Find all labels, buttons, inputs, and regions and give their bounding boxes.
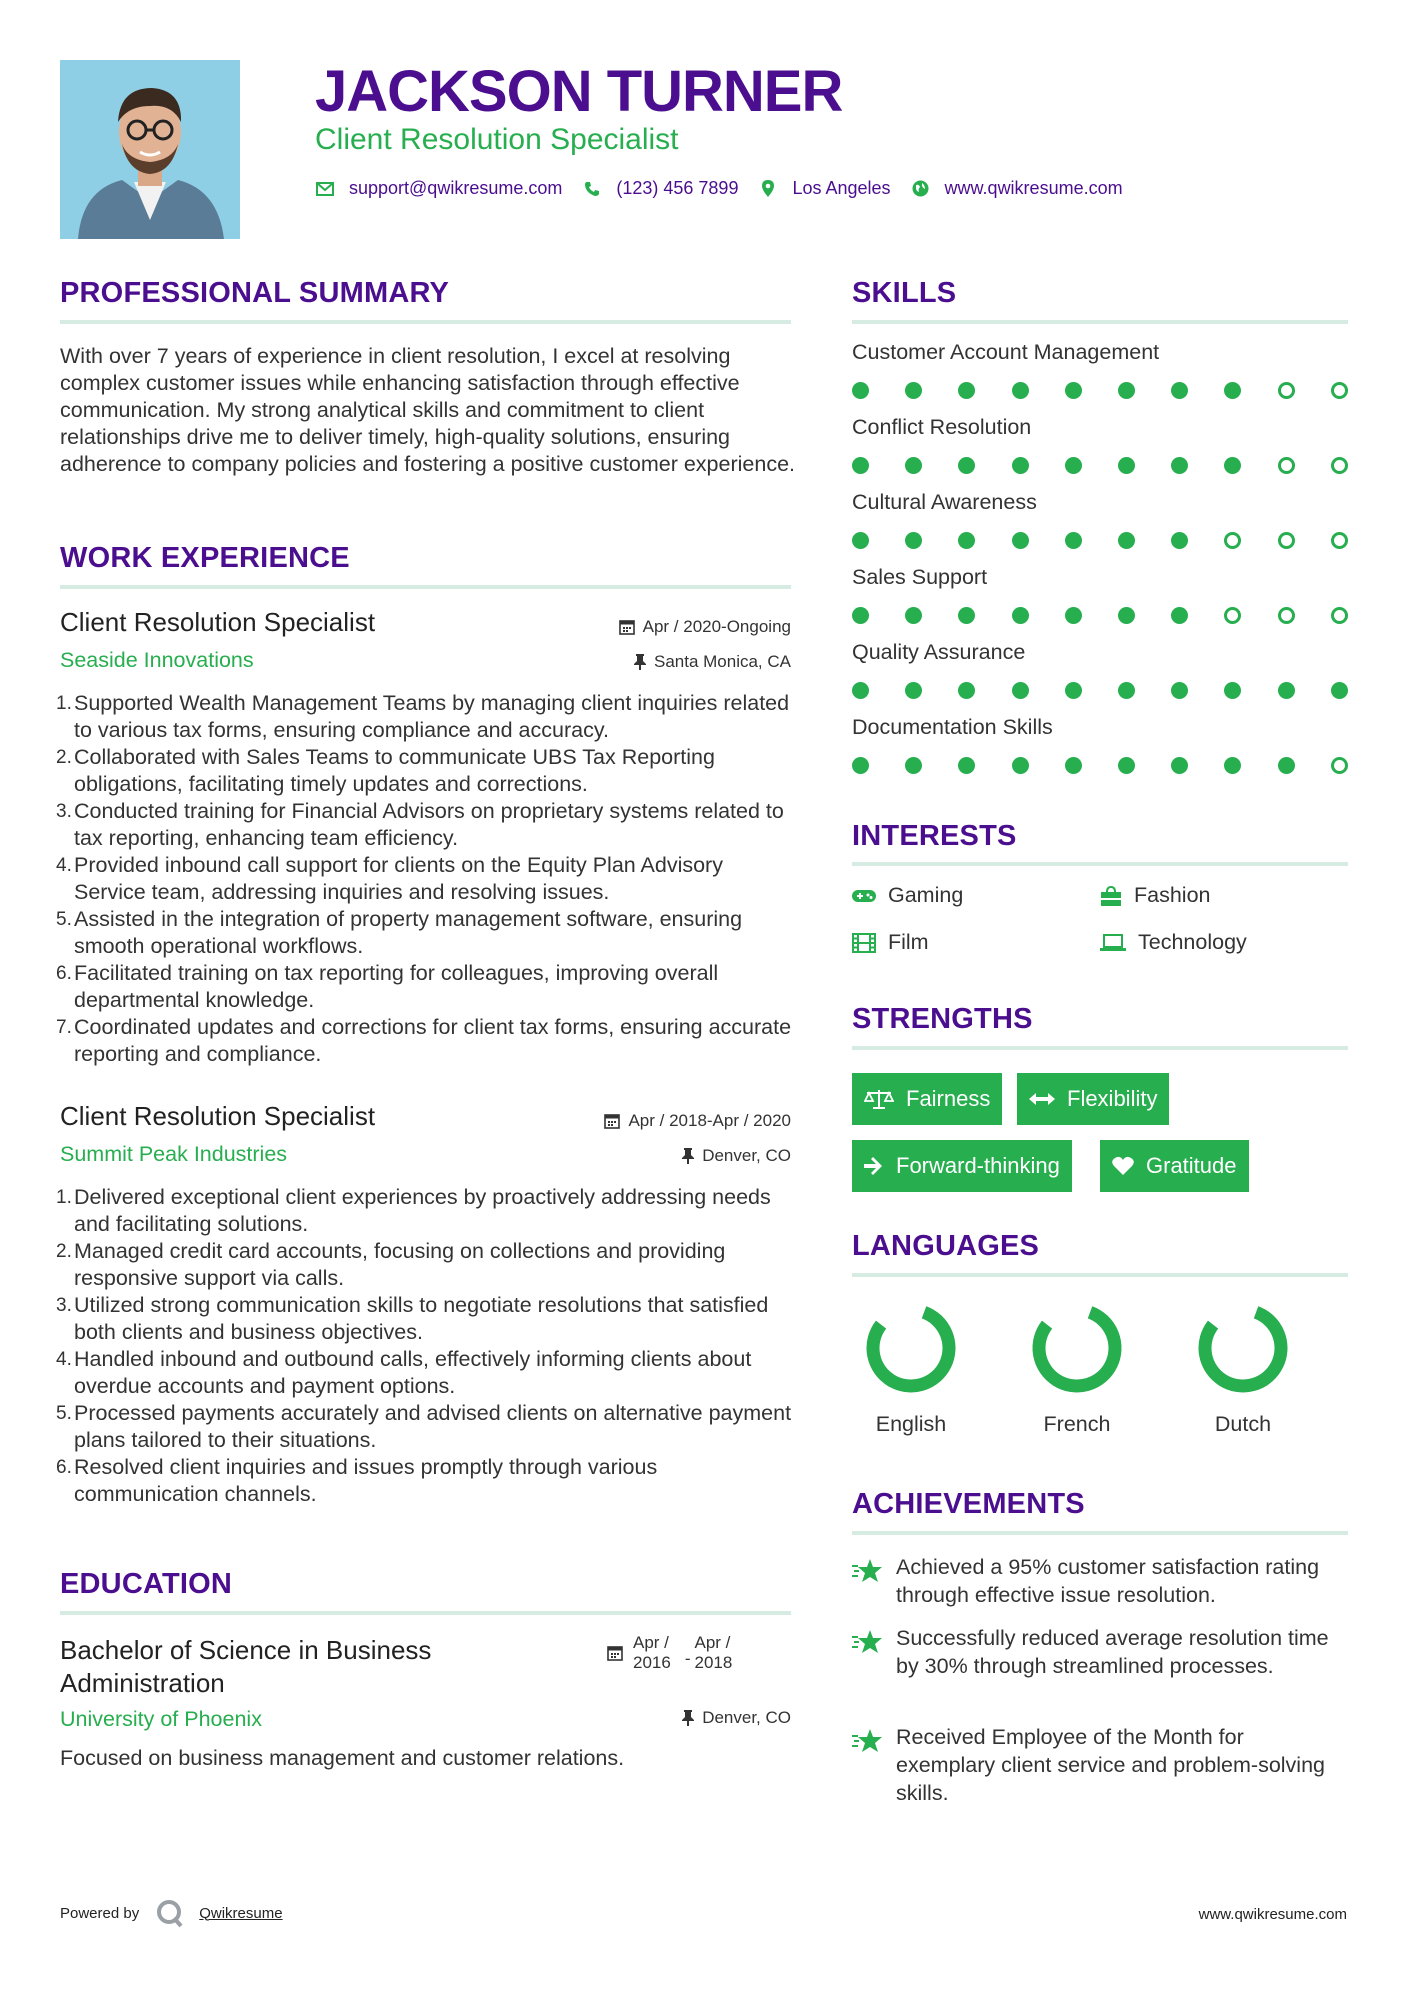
arrows-h-icon <box>1029 1092 1055 1106</box>
star-icon <box>852 1624 896 1680</box>
rating-dot-filled <box>1278 757 1295 774</box>
rating-dot-filled <box>1224 382 1241 399</box>
duty-text: Utilized strong communication skills to negotiate resolutions that satisfied both clients and business objectives. <box>74 1293 769 1344</box>
rating-dot-filled <box>1012 607 1029 624</box>
skill-rating <box>852 382 1384 399</box>
job-title: Client Resolution Specialist <box>60 1101 376 1131</box>
strength-label: Gratitude <box>1146 1153 1237 1178</box>
envelope-icon <box>315 179 335 199</box>
language-english <box>856 1300 966 1437</box>
strength-label: Fairness <box>906 1086 991 1111</box>
start-month: Apr / <box>633 1633 669 1652</box>
language-name: English <box>875 1412 947 1436</box>
achievement-item <box>852 1624 1332 1680</box>
rating-dot-empty <box>1224 532 1241 549</box>
duty-text: Provided inbound call support for clients on the Equity Plan Advisory Service team, addressing inquiries and resolving issues. <box>74 853 723 904</box>
contact-email[interactable] <box>315 178 562 199</box>
language-proficiency-ring <box>863 1300 959 1396</box>
rating-dot-filled <box>1278 682 1295 699</box>
job-dates <box>619 617 791 637</box>
shopping-bag-icon <box>1100 886 1122 906</box>
duty-number: 6. <box>56 963 72 984</box>
phone-icon <box>582 179 602 199</box>
rating-dot-filled <box>1171 457 1188 474</box>
achievement-text: Successfully reduced average resolution time by 30% through streamlined processes. <box>896 1626 1329 1678</box>
contact-bar <box>315 178 1143 199</box>
strength-badge-fairness <box>852 1073 1002 1125</box>
achievements-heading: ACHIEVEMENTS <box>852 1488 1085 1520</box>
achievement-text: Achieved a 95% customer satisfaction rating through effective issue resolution. <box>896 1555 1320 1607</box>
interests-divider <box>852 862 1348 866</box>
duty-number: 7. <box>56 1017 72 1038</box>
education-location-text: Denver, CO <box>702 1708 791 1727</box>
rating-dot-filled <box>1118 457 1135 474</box>
calendar-icon <box>604 1113 620 1129</box>
job-dates-text: Apr / 2020-Ongoing <box>642 617 791 636</box>
skill-rating <box>852 682 1384 699</box>
duty-number: 2. <box>56 1241 72 1262</box>
proficiency-arc <box>1205 1312 1281 1386</box>
interest-fashion <box>1100 883 1211 908</box>
website-text: www.qwikresume.com <box>944 178 1123 198</box>
education-heading: EDUCATION <box>60 1568 233 1600</box>
summary-text: With over 7 years of experience in client resolution, I excel at resolving complex customer issues while enhancing satisfaction through effective communication. My strong analytical skills and commitment to client relationships drive me to deliver timely, high-quality solutions, ensuring adherence to company policies and fostering a positive customer experience. <box>60 344 795 476</box>
languages-heading: LANGUAGES <box>852 1230 1040 1262</box>
rating-dot-filled <box>852 607 869 624</box>
job-location-text: Denver, CO <box>702 1146 791 1165</box>
person-photo-illustration <box>60 60 240 239</box>
gamepad-icon <box>852 888 876 904</box>
rating-dot-empty <box>1278 532 1295 549</box>
rating-dot-filled <box>1224 757 1241 774</box>
rating-dot-empty <box>1331 382 1348 399</box>
job-dates-text: Apr / 2018-Apr / 2020 <box>628 1111 791 1130</box>
rating-dot-filled <box>1118 532 1135 549</box>
language-name: French <box>1043 1412 1111 1436</box>
candidate-name: JACKSON TURNER <box>315 59 843 124</box>
arrow-right-icon <box>864 1157 884 1175</box>
interest-label: Film <box>888 930 929 954</box>
experience-heading: WORK EXPERIENCE <box>60 542 350 574</box>
rating-dot-filled <box>1171 757 1188 774</box>
duty-number: 2. <box>56 747 72 768</box>
location-text: Los Angeles <box>792 178 891 198</box>
achievement-text: Received Employee of the Month for exemplary client service and problem-solving skills. <box>896 1725 1325 1805</box>
end-month: Apr / <box>694 1633 731 1652</box>
start-year: 2016 <box>633 1653 671 1672</box>
rating-dot-filled <box>1331 682 1348 699</box>
date-dash: - <box>684 1649 691 1668</box>
achievements-divider <box>852 1531 1348 1535</box>
duty-number: 1. <box>56 693 72 714</box>
degree-line-2: Administration <box>60 1668 225 1698</box>
proficiency-arc <box>873 1312 949 1386</box>
rating-dot-filled <box>1065 757 1082 774</box>
duty-number: 5. <box>56 909 72 930</box>
rating-dot-filled <box>1012 382 1029 399</box>
rating-dot-filled <box>1118 607 1135 624</box>
school-name: University of Phoenix <box>60 1707 262 1731</box>
rating-dot-filled <box>1171 682 1188 699</box>
job-company: Seaside Innovations <box>60 648 254 672</box>
duty-text: Handled inbound and outbound calls, effectively informing clients about overdue accounts and payment options. <box>74 1347 752 1398</box>
film-icon <box>852 933 876 953</box>
duty-text: Assisted in the integration of property management software, ensuring smooth operational workflows. <box>74 907 743 958</box>
map-marker-icon <box>758 179 778 199</box>
globe-icon <box>911 179 931 199</box>
rating-dot-filled <box>905 607 922 624</box>
calendar-icon <box>619 619 635 635</box>
rating-dot-filled <box>905 532 922 549</box>
job-company: Summit Peak Industries <box>60 1142 288 1166</box>
job-duties-list <box>56 1184 796 1508</box>
strength-badge-gratitude <box>1100 1140 1249 1192</box>
rating-dot-filled <box>905 382 922 399</box>
job-location-text: Santa Monica, CA <box>653 652 791 671</box>
duty-number: 1. <box>56 1187 72 1208</box>
rating-dot-filled <box>1224 457 1241 474</box>
thumbtack-icon <box>682 1710 694 1726</box>
rating-dot-filled <box>1012 682 1029 699</box>
rating-dot-filled <box>1012 457 1029 474</box>
job-location <box>634 652 791 672</box>
rating-dot-filled <box>852 682 869 699</box>
education-location <box>682 1708 791 1728</box>
rating-dot-filled <box>958 607 975 624</box>
heart-icon <box>1112 1156 1134 1176</box>
rating-dot-filled <box>958 682 975 699</box>
duty-text: Resolved client inquiries and issues promptly through various communication channels. <box>74 1455 658 1506</box>
rating-dot-filled <box>1065 457 1082 474</box>
skill-name: Quality Assurance <box>852 640 1026 664</box>
achievement-item <box>852 1553 1332 1609</box>
interest-film <box>852 930 929 955</box>
duty-item <box>56 1292 796 1346</box>
summary-heading: PROFESSIONAL SUMMARY <box>60 277 450 309</box>
rating-dot-filled <box>1171 382 1188 399</box>
candidate-title: Client Resolution Specialist <box>315 123 679 156</box>
language-proficiency-ring <box>1195 1300 1291 1396</box>
achievement-item <box>852 1723 1332 1807</box>
rating-dot-filled <box>958 382 975 399</box>
star-icon <box>852 1723 896 1807</box>
strengths-divider <box>852 1046 1348 1050</box>
end-year: 2018 <box>694 1653 733 1672</box>
skill-name: Conflict Resolution <box>852 415 1032 439</box>
degree-title <box>60 1634 431 1700</box>
duty-text: Conducted training for Financial Advisors on proprietary systems related to tax reporting, enhancing team efficiency. <box>74 799 784 850</box>
strength-label: Forward-thinking <box>896 1153 1060 1178</box>
rating-dot-filled <box>905 682 922 699</box>
duty-item <box>56 906 796 960</box>
rating-dot-filled <box>852 457 869 474</box>
rating-dot-filled <box>1012 532 1029 549</box>
thumbtack-icon <box>634 654 646 670</box>
job-duties-list <box>56 690 796 1068</box>
skill-rating <box>852 532 1384 549</box>
interest-gaming <box>852 883 963 908</box>
duty-number: 4. <box>56 855 72 876</box>
skill-rating <box>852 457 1384 474</box>
footer-powered-by <box>60 1898 283 1928</box>
duty-item <box>56 1400 796 1454</box>
rating-dot-filled <box>1171 532 1188 549</box>
duty-number: 6. <box>56 1457 72 1478</box>
duty-text: Processed payments accurately and advised clients on alternative payment plans tailored to their situations. <box>74 1401 792 1452</box>
laptop-icon <box>1100 934 1126 952</box>
duty-text: Collaborated with Sales Teams to communicate UBS Tax Reporting obligations, facilitating timely updates and corrections. <box>74 745 715 796</box>
strength-badge-forward-thinking <box>852 1140 1072 1192</box>
email-text: support@qwikresume.com <box>349 178 563 198</box>
interest-label: Gaming <box>888 883 964 907</box>
rating-dot-empty <box>1224 607 1241 624</box>
interests-heading: INTERESTS <box>852 820 1017 852</box>
experience-divider <box>60 585 791 589</box>
rating-dot-empty <box>1331 607 1348 624</box>
star-icon <box>852 1553 896 1609</box>
rating-dot-empty <box>1331 757 1348 774</box>
skills-divider <box>852 320 1348 324</box>
rating-dot-empty <box>1331 532 1348 549</box>
footer-website[interactable]: www.qwikresume.com <box>1198 1906 1347 1923</box>
rating-dot-filled <box>958 457 975 474</box>
duty-item <box>56 1346 796 1400</box>
rating-dot-filled <box>1065 382 1082 399</box>
duty-item <box>56 1184 796 1238</box>
balance-scale-icon <box>864 1088 894 1110</box>
thumbtack-icon <box>682 1148 694 1164</box>
interest-technology <box>1100 930 1247 955</box>
contact-location <box>758 178 890 199</box>
language-name: Dutch <box>1214 1412 1272 1436</box>
rating-dot-filled <box>1065 682 1082 699</box>
rating-dot-filled <box>905 757 922 774</box>
duty-item <box>56 1238 796 1292</box>
rating-dot-filled <box>1118 682 1135 699</box>
duty-item <box>56 690 796 744</box>
education-end <box>695 1633 733 1673</box>
qwikresume-link[interactable]: Qwikresume <box>199 1904 283 1922</box>
language-french <box>1022 1300 1132 1437</box>
duty-item <box>56 744 796 798</box>
education-description: Focused on business management and customer relations. <box>60 1746 625 1770</box>
language-dutch <box>1188 1300 1298 1437</box>
skill-name: Sales Support <box>852 565 988 589</box>
degree-line-1: Bachelor of Science in Business <box>60 1635 432 1665</box>
rating-dot-filled <box>958 532 975 549</box>
rating-dot-filled <box>905 457 922 474</box>
rating-dot-filled <box>1171 607 1188 624</box>
duty-number: 5. <box>56 1403 72 1424</box>
duty-text: Supported Wealth Management Teams by managing client inquiries related to various tax forms, ensuring compliance and accuracy. <box>74 691 790 742</box>
duty-number: 4. <box>56 1349 72 1370</box>
rating-dot-filled <box>852 757 869 774</box>
powered-by-text: Powered by <box>60 1904 140 1922</box>
rating-dot-filled <box>852 382 869 399</box>
interest-label: Fashion <box>1134 883 1211 907</box>
duty-number: 3. <box>56 801 72 822</box>
contact-phone[interactable] <box>582 178 738 199</box>
job-dates <box>604 1111 791 1131</box>
rating-dot-empty <box>1278 607 1295 624</box>
duty-text: Coordinated updates and corrections for client tax forms, ensuring accurate reporting and compliance. <box>74 1015 792 1066</box>
proficiency-arc <box>1039 1312 1115 1386</box>
skill-rating <box>852 607 1384 624</box>
duty-item <box>56 798 796 852</box>
rating-dot-empty <box>1331 457 1348 474</box>
skill-rating <box>852 757 1384 774</box>
duty-item <box>56 1014 796 1068</box>
phone-text: (123) 456 7899 <box>616 178 739 198</box>
rating-dot-filled <box>852 532 869 549</box>
rating-dot-filled <box>1224 682 1241 699</box>
duty-number: 3. <box>56 1295 72 1316</box>
duty-text: Delivered exceptional client experiences by proactively addressing needs and facilitating solutions. <box>74 1185 771 1236</box>
duty-item <box>56 960 796 1014</box>
rating-dot-filled <box>1118 757 1135 774</box>
skill-name: Documentation Skills <box>852 715 1053 739</box>
calendar-icon <box>607 1645 623 1661</box>
languages-divider <box>852 1273 1348 1277</box>
rating-dot-filled <box>1065 607 1082 624</box>
skill-name: Customer Account Management <box>852 340 1160 364</box>
skills-heading: SKILLS <box>852 277 957 309</box>
language-proficiency-ring <box>1029 1300 1125 1396</box>
summary-divider <box>60 320 791 324</box>
strength-badge-flexibility <box>1017 1073 1169 1125</box>
rating-dot-filled <box>1065 532 1082 549</box>
education-divider <box>60 1611 791 1615</box>
duty-text: Managed credit card accounts, focusing on collections and providing responsive support via calls. <box>74 1239 726 1290</box>
education-dates <box>607 1633 732 1673</box>
duty-item <box>56 852 796 906</box>
profile-photo <box>60 60 240 239</box>
rating-dot-filled <box>1118 382 1135 399</box>
education-start <box>633 1633 671 1673</box>
strength-label: Flexibility <box>1067 1086 1158 1111</box>
skill-name: Cultural Awareness <box>852 490 1037 514</box>
qwikresume-logo-icon <box>155 1898 185 1928</box>
contact-website[interactable] <box>911 178 1123 199</box>
rating-dot-empty <box>1278 382 1295 399</box>
strengths-heading: STRENGTHS <box>852 1003 1033 1035</box>
duty-text: Facilitated training on tax reporting for colleagues, improving overall departmental knowledge. <box>74 961 719 1012</box>
rating-dot-filled <box>1012 757 1029 774</box>
rating-dot-filled <box>958 757 975 774</box>
job-location <box>682 1146 791 1166</box>
duty-item <box>56 1454 796 1508</box>
interest-label: Technology <box>1138 930 1247 954</box>
job-title: Client Resolution Specialist <box>60 607 376 637</box>
rating-dot-empty <box>1278 457 1295 474</box>
